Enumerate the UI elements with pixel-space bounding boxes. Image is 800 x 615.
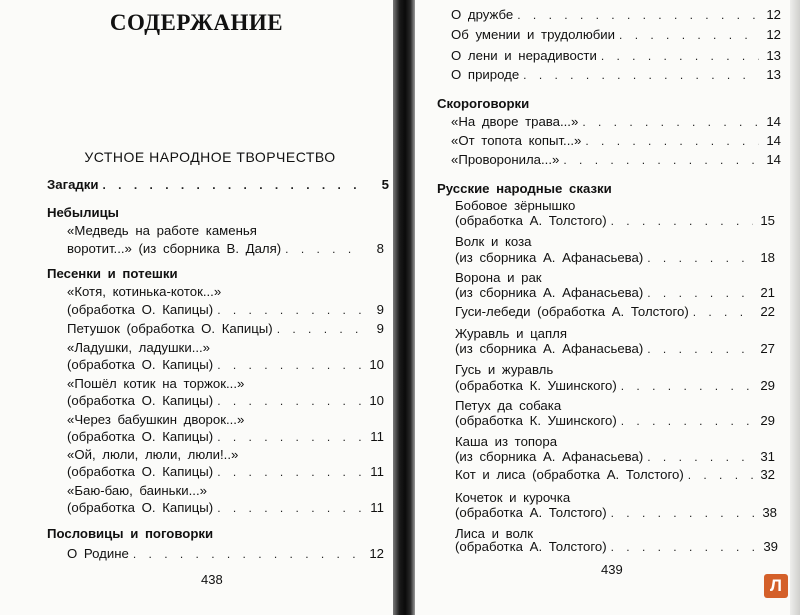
toc-entry-provoronila [451, 151, 781, 169]
entry-vorona-line1: Ворона и рак [455, 270, 542, 285]
book-spine [393, 0, 415, 615]
entry-page: 32 [760, 467, 775, 482]
entry-page: 5 [381, 177, 389, 192]
entry-cherez-line1: «Через бабушкин дворок...» [67, 412, 245, 427]
entry-label: (обработка А. Толстого) [455, 213, 607, 228]
entry-page: 12 [766, 27, 781, 42]
entry-label: О дружбе [451, 7, 514, 22]
scan-edge [790, 0, 800, 615]
entry-ladushki-line1: «Ладушки, ладушки...» [67, 340, 211, 355]
watermark-logo: Л [764, 574, 788, 598]
toc-entry-leni [451, 47, 781, 65]
entry-kotya-line1: «Котя, котинька-коток...» [67, 284, 222, 299]
toc-entry-gusi [455, 303, 775, 321]
toc-entry-lisa [455, 538, 778, 556]
entry-page: 21 [760, 285, 775, 300]
entry-label: Кот и лиса (обработка А. Толстого) [455, 467, 684, 482]
section-heading-nebylitsy: Небылицы [47, 205, 119, 220]
toc-entry-oi [67, 463, 384, 481]
toc-entry-na-dvore [451, 113, 781, 131]
entry-zhuravl-line1: Журавль и цапля [455, 326, 567, 341]
entry-page: 11 [370, 464, 384, 479]
entry-label: О Родине [67, 546, 129, 561]
entry-label: «Проворонила...» [451, 152, 560, 167]
entry-page: 29 [760, 413, 775, 428]
toc-entry-umenii [451, 26, 781, 44]
entry-page: 10 [369, 357, 384, 372]
entry-page: 38 [762, 505, 777, 520]
entry-page: 8 [376, 241, 384, 256]
entry-page: 29 [760, 378, 775, 393]
entry-page: 9 [376, 302, 384, 317]
entry-kasha-line1: Каша из топора [455, 434, 558, 449]
section-heading-skorogovorki: Скороговорки [437, 96, 530, 111]
entry-label: (из сборника А. Афанасьева) [455, 341, 644, 356]
entry-page: 12 [766, 7, 781, 22]
toc-entry-kot [455, 466, 775, 484]
entry-poshel-line1: «Пошёл котик на торжок...» [67, 376, 245, 391]
entry-label: О лени и нерадивости [451, 48, 597, 63]
toc-entry-ot-topota [451, 132, 781, 150]
toc-entry-druzhbe [451, 6, 781, 24]
entry-page: 31 [760, 449, 775, 464]
entry-label: (обработка О. Капицы) [67, 393, 214, 408]
entry-label: (обработка А. Толстого) [455, 539, 607, 554]
entry-oi-line1: «Ой, люли, люли, люли!..» [67, 447, 239, 462]
toc-entry-poshel [67, 392, 384, 410]
toc-entry-zhuravl [455, 340, 775, 358]
toc-entry-prirode [451, 66, 781, 84]
entry-label: (обработка О. Капицы) [67, 302, 214, 317]
entry-bobovoe-line1: Бобовое зёрнышко [455, 198, 576, 213]
entry-page: 27 [760, 341, 775, 356]
toc-entry-bayu [67, 499, 384, 517]
entry-page: 39 [763, 539, 778, 554]
toc-entry-gus [455, 377, 775, 395]
right-page [415, 0, 800, 615]
entry-volk-koza-line1: Волк и коза [455, 234, 532, 249]
section-heading-pesenki: Песенки и потешки [47, 266, 178, 281]
entry-label: (обработка А. Толстого) [455, 505, 607, 520]
toc-entry-vorona [455, 284, 775, 302]
entry-label: воротит...» (из сборника В. Даля) [67, 241, 282, 256]
entry-medved-line1: «Медведь на работе каменья [67, 223, 257, 238]
page-number-right: 439 [601, 562, 623, 577]
toc-entry-rodine [67, 545, 384, 563]
entry-kochetok-line1: Кочеток и курочка [455, 490, 571, 505]
entry-page: 12 [369, 546, 384, 561]
page-number-left: 438 [201, 572, 223, 587]
entry-page: 18 [760, 250, 775, 265]
entry-label: (обработка О. Капицы) [67, 464, 214, 479]
toc-entry-kochetok [455, 504, 777, 522]
entry-label: (обработка К. Ушинского) [455, 413, 617, 428]
entry-label: (обработка О. Капицы) [67, 500, 214, 515]
entry-gus-line1: Гусь и журавль [455, 362, 554, 377]
entry-label: (обработка О. Капицы) [67, 357, 214, 372]
entry-label: (из сборника А. Афанасьева) [455, 250, 644, 265]
part-title: УСТНОЕ НАРОДНОЕ ТВОРЧЕСТВО [84, 149, 336, 165]
section-heading-poslovitsy: Пословицы и поговорки [47, 526, 214, 541]
toc-entry-zagadki [47, 176, 389, 194]
toc-entry-kotya [67, 301, 384, 319]
entry-page: 14 [766, 114, 781, 129]
entry-label: (обработка О. Капицы) [67, 429, 214, 444]
toc-entry-volk-koza [455, 249, 775, 267]
entry-page: 13 [766, 48, 781, 63]
toc-entry-bobovoe [455, 212, 775, 230]
toc-entry-ladushki [67, 356, 384, 374]
entry-label: Гуси-лебеди (обработка А. Толстого) [455, 304, 689, 319]
entry-page: 9 [376, 321, 384, 336]
contents-title: СОДЕРЖАНИЕ [109, 10, 284, 35]
entry-label: (из сборника А. Афанасьева) [455, 285, 644, 300]
entry-label: (обработка К. Ушинского) [455, 378, 617, 393]
entry-label: Загадки [47, 177, 99, 192]
entry-label: О природе [451, 67, 520, 82]
entry-label: Петушок (обработка О. Капицы) [67, 321, 273, 336]
toc-entry-cherez [67, 428, 384, 446]
entry-page: 11 [370, 500, 384, 515]
entry-page: 13 [766, 67, 781, 82]
entry-page: 14 [766, 133, 781, 148]
entry-label: (из сборника А. Афанасьева) [455, 449, 644, 464]
left-page [0, 0, 393, 615]
entry-page: 22 [760, 304, 775, 319]
entry-lisa-line1: Лиса и волк [455, 526, 534, 541]
entry-bayu-line1: «Баю-баю, баиньки...» [67, 483, 207, 498]
entry-page: 10 [369, 393, 384, 408]
entry-petukh-line1: Петух да собака [455, 398, 562, 413]
entry-label: Об умении и трудолюбии [451, 27, 616, 42]
section-heading-skazki: Русские народные сказки [437, 181, 612, 196]
entry-page: 15 [760, 213, 775, 228]
entry-label: «От топота копыт...» [451, 133, 582, 148]
entry-page: 11 [370, 429, 384, 444]
toc-entry-petushok [67, 320, 384, 338]
entry-page: 14 [766, 152, 781, 167]
toc-entry-petukh [455, 412, 775, 430]
toc-entry-medved [67, 240, 384, 258]
entry-label: «На дворе трава...» [451, 114, 579, 129]
toc-entry-kasha [455, 448, 775, 466]
